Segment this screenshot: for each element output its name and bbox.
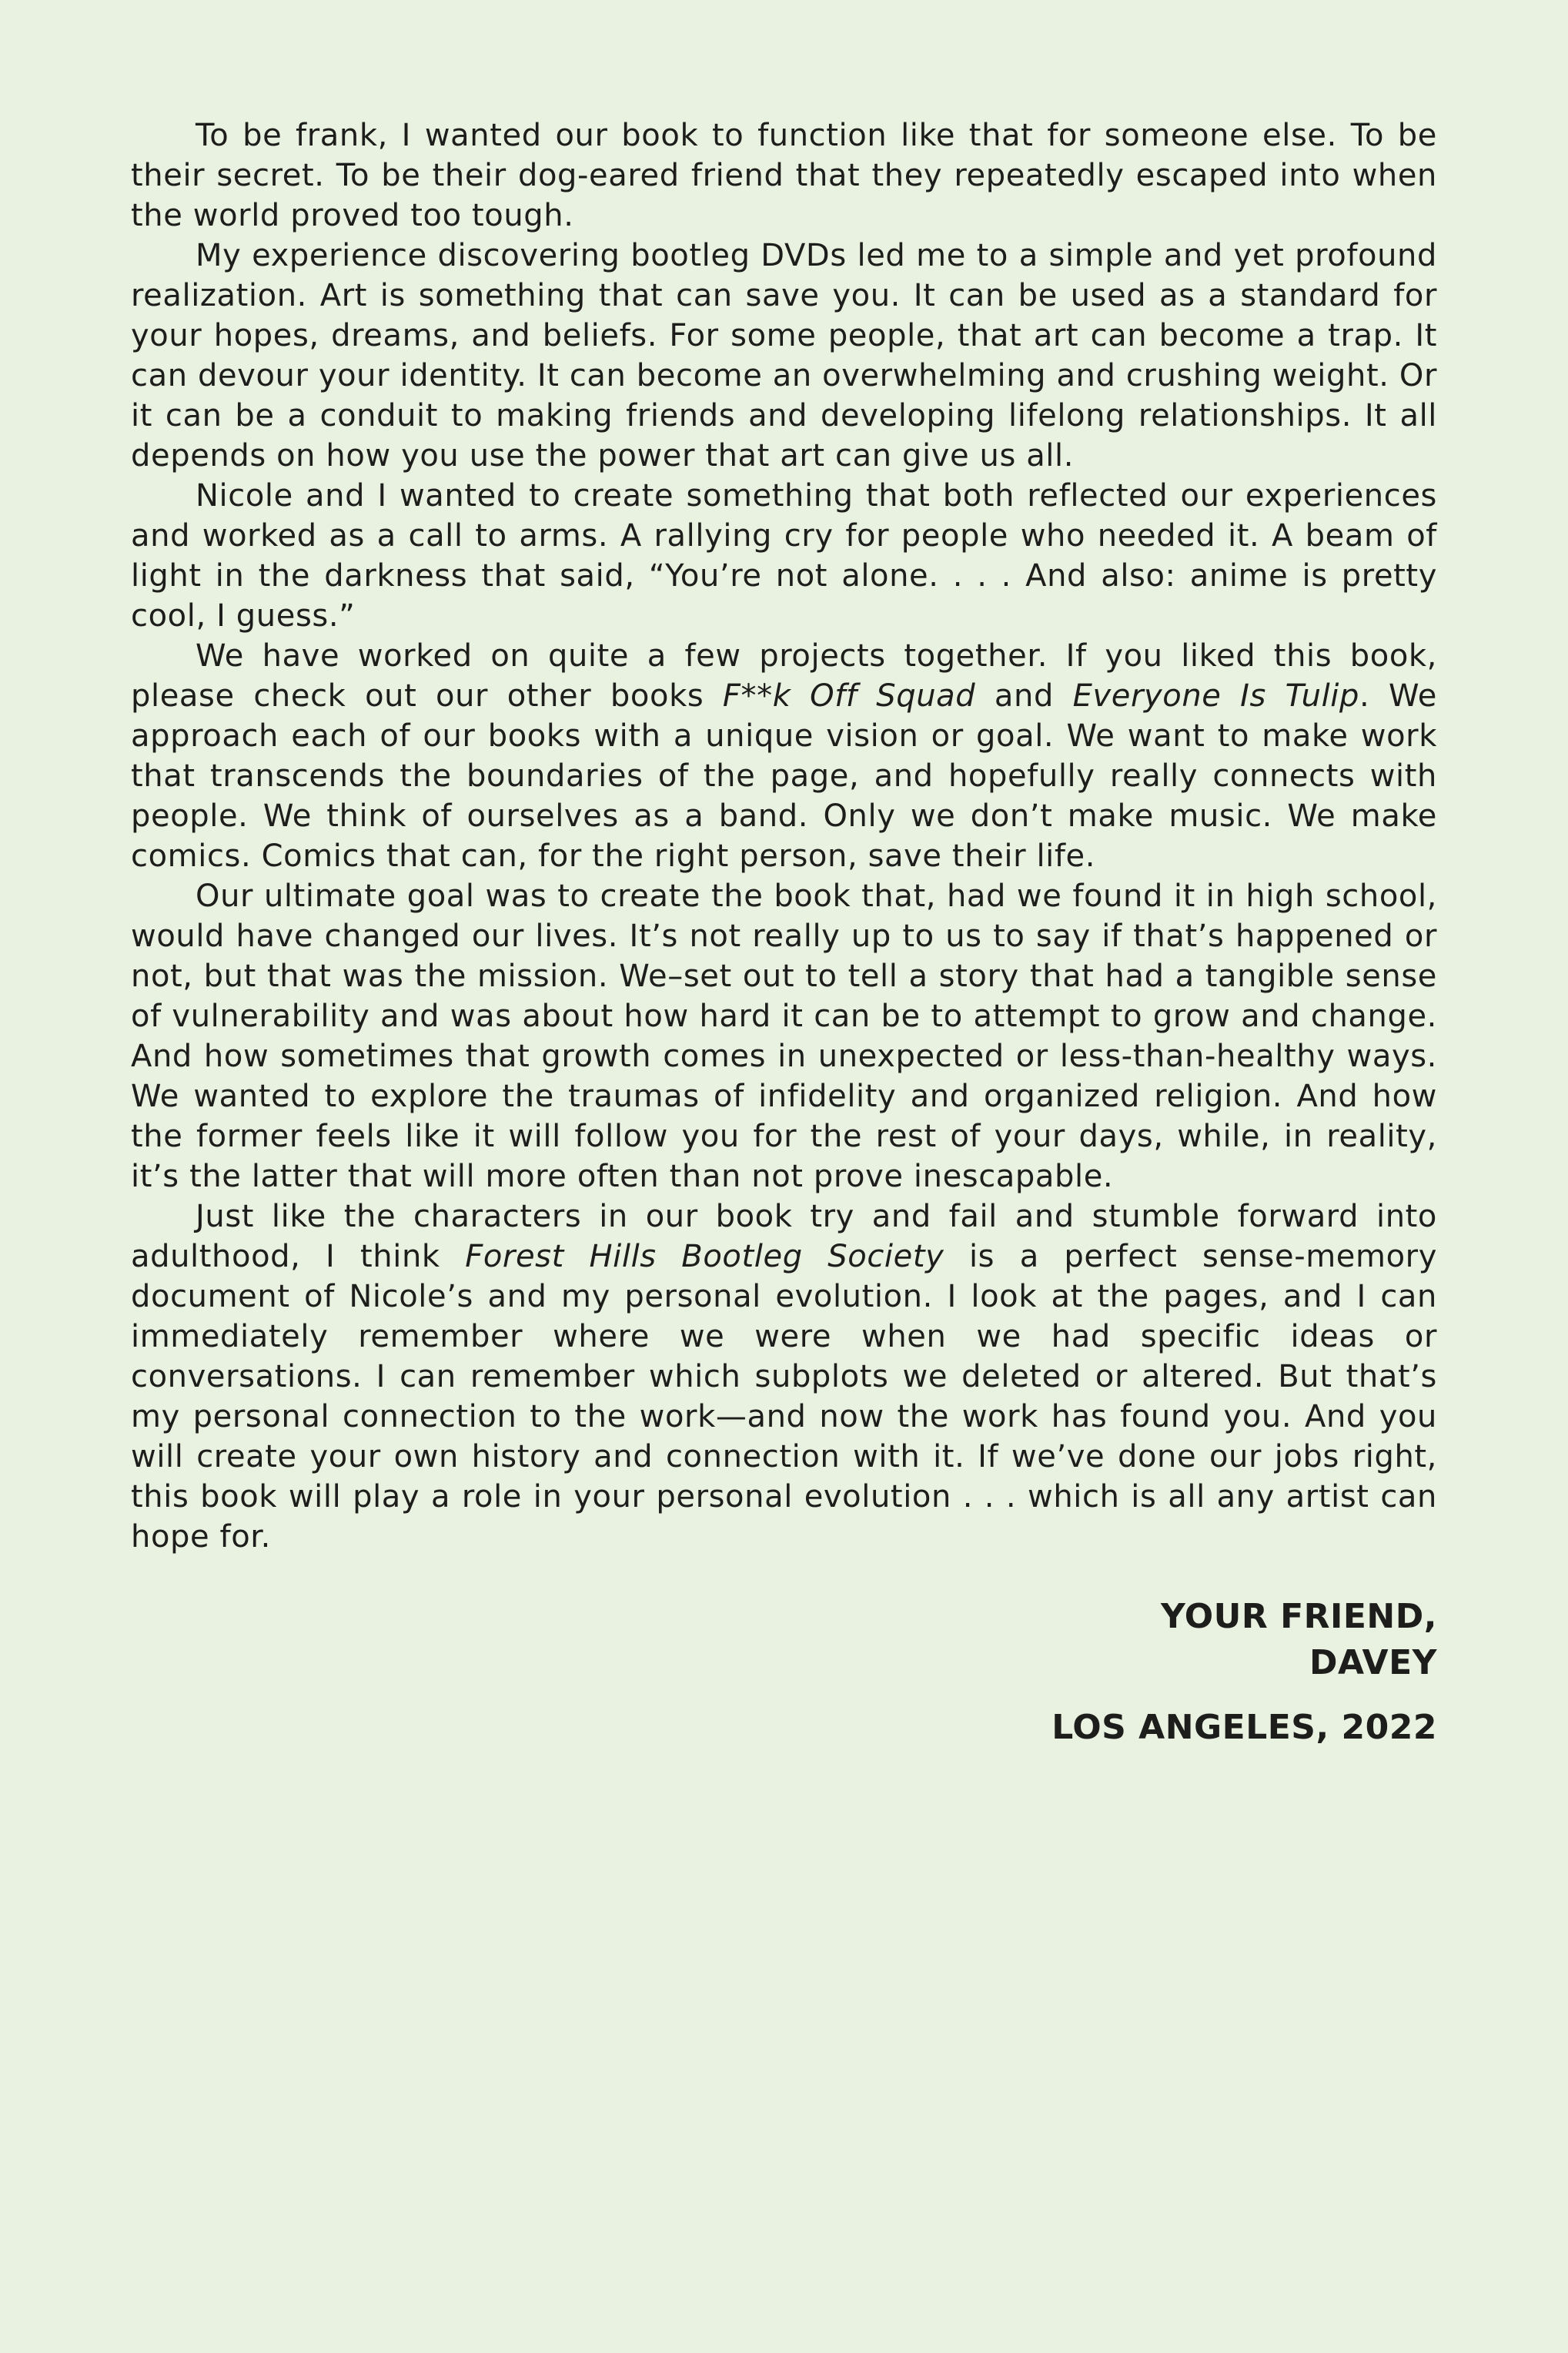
paragraph-text: We have worked on quite a few projects together. If you liked this book, please check out our other books bbox=[131, 638, 1437, 714]
paragraph: Our ultimate goal was to create the book that, had we found it in high school, would have changed our lives. It’s not really up to us to say if that’s happened or not, but that was the mission. We–set out to tell a story that had a tangible sense of vulnerability and was about how hard it can be to attempt to grow and change. And how sometimes that growth comes in unexpected or less-than-healthy ways. We wanted to explore the traumas of infidelity and organized religion. And how the former feels like it will follow you for the rest of your days, while, in reality, it’s the latter that will more often than not prove inescapable. bbox=[131, 879, 1437, 1194]
paragraph bbox=[131, 1197, 1437, 1557]
paragraph-text: is a perfect sense-memory document of Nicole’s and my personal evolution. I look at the pages, and I can immediately remember where we were when we had specific ideas or conversations. I can remember which subplots we deleted or altered. But that’s my personal connection to the work—and now the work has found you. And you will create your own history and connection with it. If we’ve done our jobs right, this book will play a role in your personal evolution . . . which is all any artist can hope for. bbox=[131, 1239, 1437, 1555]
paragraph: To be frank, I wanted our book to function like that for someone else. To be their secret. To be their dog-eared friend that they repeatedly escaped into when the world proved too tough. bbox=[131, 118, 1437, 233]
letter-body bbox=[131, 115, 1437, 1557]
book-title: Everyone Is Tulip bbox=[1072, 678, 1360, 714]
paragraph-text: Just like the characters in our book try and fail and stumble forward into adulthood, I think bbox=[131, 1199, 1437, 1274]
signature-name: DAVEY bbox=[1309, 1643, 1437, 1682]
book-title: Forest Hills Bootleg Society bbox=[465, 1239, 944, 1274]
signoff bbox=[131, 1594, 1437, 1751]
book-title: F**k Off Squad bbox=[722, 678, 976, 714]
paragraph: Nicole and I wanted to create something that both reflected our experiences and worked as a call to arms. A rallying cry for people who needed it. A beam of light in the darkness that said, “You’re not alone. . . . And also: anime is pretty cool, I guess.” bbox=[131, 478, 1437, 634]
document-page bbox=[131, 115, 1437, 1751]
paragraph-text: . We approach each of our books with a unique vision or goal. We want to make work that transcends the boundaries of the page, and hopefully really connects with people. We think of ourselves as a band. Only we don’t make music. We make comics. Comics that can, for the right person, save their life. bbox=[131, 678, 1437, 874]
paragraph bbox=[131, 636, 1437, 876]
place-date: LOS ANGELES, 2022 bbox=[1051, 1708, 1437, 1747]
closing-line: YOUR FRIEND, bbox=[1160, 1597, 1437, 1636]
paragraph: My experience discovering bootleg DVDs led me to a simple and yet profound realization. Art is something that can save you. It can be used as a standard for your hopes, dreams, and beliefs. For some people, that art can become a trap. It can devour your identity. It can become an overwhelming and crushing weight. Or it can be a conduit to making friends and developing lifelong relationships. It all depends on how you use the power that art can give us all. bbox=[131, 238, 1437, 474]
paragraph-text: and bbox=[975, 678, 1073, 714]
